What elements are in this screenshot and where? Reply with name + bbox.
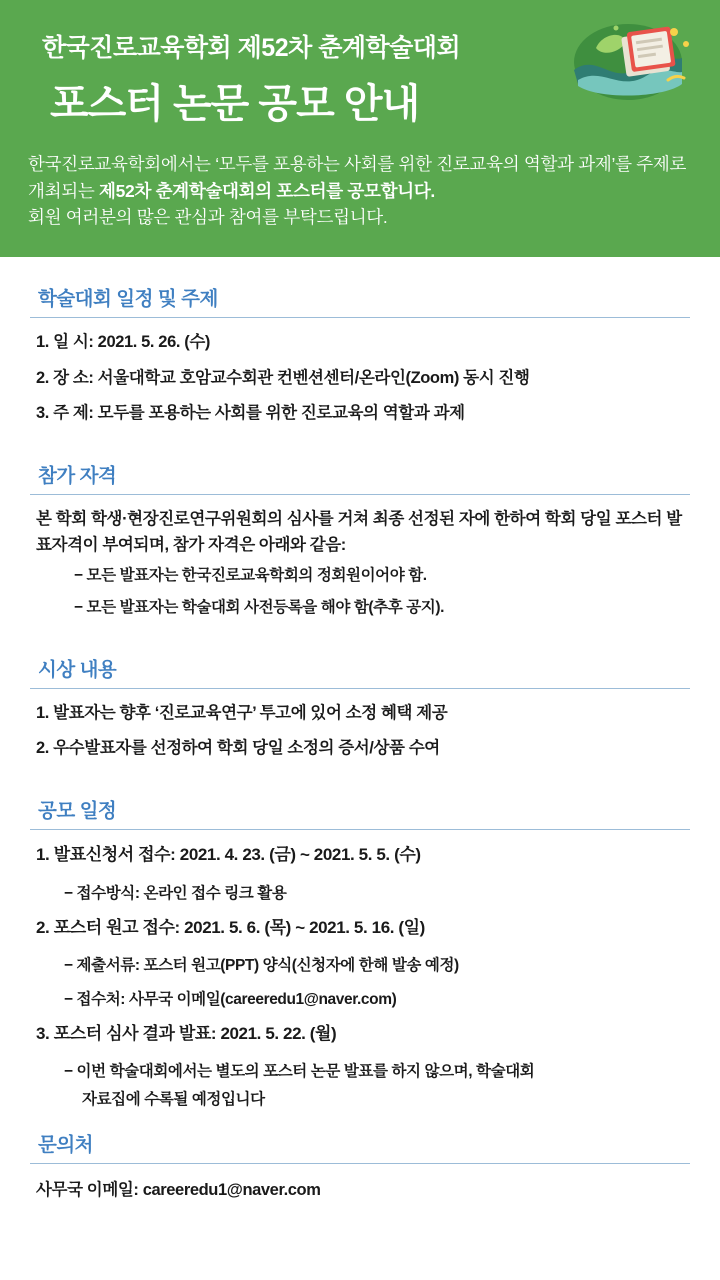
section-heading-eligibility: 참가 자격 [30, 452, 690, 495]
schedule-item: 3. 주 제: 모두를 포용하는 사회를 위한 진로교육의 역할과 과제 [36, 404, 465, 423]
timeline-entry-title: 1. 발표신청서 접수: 2021. 4. 23. (금) ~ 2021. 5. 5. (수) [36, 845, 421, 865]
timeline-entry-sub: − 접수처: 사무국 이메일(careeredu1@naver.com) [64, 990, 397, 1008]
header-org-line: 한국진로교육학회 제52차 춘계학술대회 [42, 34, 461, 62]
section-heading-awards: 시상 내용 [30, 646, 690, 689]
section-heading-timeline: 공모 일정 [30, 787, 690, 830]
page-title: 포스터 논문 공모 안내 [50, 82, 420, 126]
timeline-entry-sub: − 제출서류: 포스터 원고(PPT) 양식(신청자에 한해 발송 예정) [64, 957, 459, 975]
poster-body [0, 257, 720, 1200]
awards-item: 2. 우수발표자를 선정하여 학회 당일 소정의 증서/상품 수여 [36, 739, 440, 758]
poster-header [0, 0, 720, 257]
header-intro [28, 151, 690, 231]
timeline-entry-title: 3. 포스터 심사 결과 발표: 2021. 5. 22. (월) [36, 1023, 337, 1043]
section-heading-schedule: 학술대회 일정 및 주제 [30, 275, 690, 318]
awards-item: 1. 발표자는 향후 ‘진로교육연구’ 투고에 있어 소정 혜택 제공 [36, 703, 448, 722]
contact-email-line: 사무국 이메일: careeredu1@naver.com [36, 1180, 321, 1199]
book-and-leaf-emblem [568, 18, 696, 104]
timeline-entry-sub: − 이번 학술대회에서는 별도의 포스터 논문 발표를 하지 않으며, 학술대회 [64, 1063, 535, 1081]
timeline-entry-sub-continued: 자료집에 수록될 예정입니다 [82, 1090, 265, 1108]
timeline-entry-sub: − 접수방식: 온라인 접수 링크 활용 [64, 884, 287, 902]
eligibility-bullet: − 모든 발표자는 학술대회 사전등록을 해야 함(추후 공지). [74, 599, 445, 617]
header-intro-part2: 회원 여러분의 많은 관심과 참여를 부탁드립니다. [28, 207, 388, 228]
header-intro-part1: 한국진로교육학회에서는 ‘모두를 포용하는 사회를 위한 진로교육의 역할과 과제’를 주제로 개최되는 [28, 154, 687, 201]
timeline-entry-title: 2. 포스터 원고 접수: 2021. 5. 6. (목) ~ 2021. 5. 16. (일) [36, 917, 425, 937]
schedule-item: 1. 일 시: 2021. 5. 26. (수) [36, 332, 210, 351]
eligibility-paragraph: 본 학회 학생·현장진로연구위원회의 심사를 거쳐 최종 선정된 자에 한하여 학회 당일 포스터 발표자격이 부여되며, 참가 자격은 아래와 같음: [36, 510, 682, 554]
eligibility-bullet: − 모든 발표자는 한국진로교육학회의 정회원이어야 함. [74, 567, 427, 585]
header-intro-bold: 제52차 춘계학술대회의 포스터를 공모합니다. [98, 180, 435, 201]
schedule-item: 2. 장 소: 서울대학교 호암교수회관 컨벤션센터/온라인(Zoom) 동시 진행 [36, 368, 530, 387]
section-heading-contact: 문의처 [30, 1121, 690, 1164]
